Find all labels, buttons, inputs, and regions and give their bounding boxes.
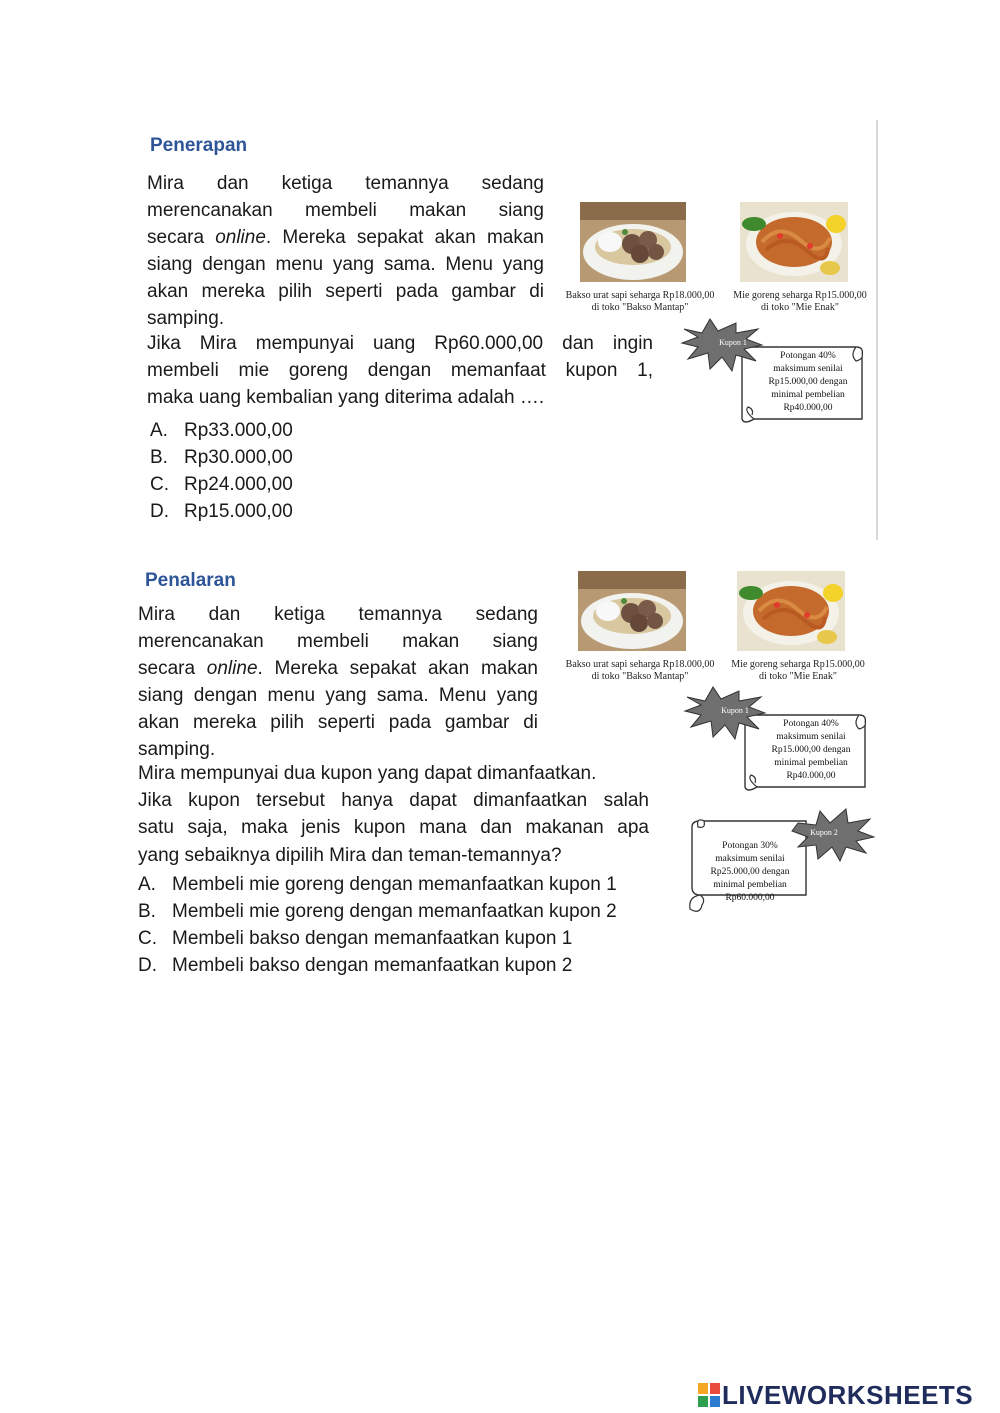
section1-paragraph (147, 170, 544, 305)
text-line: samping. (147, 308, 225, 329)
section2-heading: Penalaran (145, 570, 236, 591)
coupon1-label: Kupon 1 (721, 706, 749, 715)
section2-options (138, 871, 617, 979)
text-line: siang dengan menu yang sama. Menu yang (138, 685, 538, 706)
text-line: satu saja, maka jenis kupon mana dan makanan apa (138, 817, 649, 838)
text-line: samping. (138, 739, 216, 760)
brand-name: LIVEWORKSHEETS (722, 1379, 974, 1410)
mie-photo (737, 571, 845, 651)
text-line: yang sebaiknya dipilih Mira dan teman-temannya? (138, 845, 562, 866)
text-line: merencanakan membeli makan siang (138, 631, 538, 652)
mie-caption: Mie goreng seharga Rp15.000,00 di toko "Mie Enak" (731, 659, 865, 682)
text-line: akan mereka pilih seperti pada gambar di (138, 712, 538, 733)
section1-options (150, 417, 293, 525)
text-line: Mira dan ketiga temannya sedang (147, 173, 544, 194)
margin-divider (876, 120, 878, 540)
option-a[interactable]: A. Rp33.000,00 (150, 420, 293, 441)
text-line: Jika Mira mempunyai uang Rp60.000,00 dan ingin (147, 333, 653, 354)
coupon1-text: Potongan 40% maksimum senilai Rp15.000,00 dengan minimal pembelian Rp40.000,00 (768, 351, 848, 413)
section2-paragraph (138, 601, 538, 736)
text-line: Mira mempunyai dua kupon yang dapat dimanfaatkan. (138, 763, 597, 784)
text-line: akan mereka pilih seperti pada gambar di (147, 281, 544, 302)
option-c[interactable]: C. Rp24.000,00 (150, 474, 293, 495)
option-a[interactable]: A. Membeli mie goreng dengan memanfaatkan kupon 1 (138, 874, 617, 895)
mie-caption: Mie goreng seharga Rp15.000,00 di toko "Mie Enak" (733, 290, 867, 313)
bakso-caption: Bakso urat sapi seharga Rp18.000,00 di toko "Bakso Mantap" (565, 290, 715, 313)
text-line: membeli mie goreng dengan memanfaat kupon 1, (147, 360, 653, 381)
coupon1-text: Potongan 40% maksimum senilai Rp15.000,00 dengan minimal pembelian Rp40.000,00 (771, 719, 851, 781)
mie-photo (740, 202, 848, 282)
text-line: secara online. Mereka sepakat akan makan (138, 658, 538, 679)
option-b[interactable]: B. Membeli mie goreng dengan memanfaatkan kupon 2 (138, 901, 617, 922)
section1-heading: Penerapan (150, 135, 248, 156)
text-line: Mira dan ketiga temannya sedang (138, 604, 538, 625)
liveworksheets-logo-icon (698, 1383, 720, 1407)
text-line: maka uang kembalian yang diterima adalah …. (147, 387, 545, 408)
coupon2-label: Kupon 2 (810, 828, 838, 837)
bakso-photo (580, 202, 686, 282)
brand-logo (698, 1380, 973, 1410)
option-c[interactable]: C. Membeli bakso dengan memanfaatkan kupon 1 (138, 928, 573, 949)
option-d[interactable]: D. Membeli bakso dengan memanfaatkan kupon 2 (138, 955, 573, 976)
option-d[interactable]: D. Rp15.000,00 (150, 501, 293, 522)
bakso-caption: Bakso urat sapi seharga Rp18.000,00 di toko "Bakso Mantap" (565, 659, 715, 682)
bakso-photo (578, 571, 686, 651)
option-b[interactable]: B. Rp30.000,00 (150, 447, 293, 468)
coupon2-text: Potongan 30% maksimum senilai Rp25.000,00 dengan minimal pembelian Rp60.000,00 (710, 841, 790, 903)
coupon1-label: Kupon 1 (719, 338, 747, 347)
section1-question (147, 330, 653, 384)
text-line: siang dengan menu yang sama. Menu yang (147, 254, 544, 275)
text-line: merencanakan membeli makan siang (147, 200, 544, 221)
text-line: Jika kupon tersebut hanya dapat dimanfaatkan salah (138, 790, 649, 811)
section2-question (138, 787, 649, 841)
text-line: secara online. Mereka sepakat akan makan (147, 227, 544, 248)
